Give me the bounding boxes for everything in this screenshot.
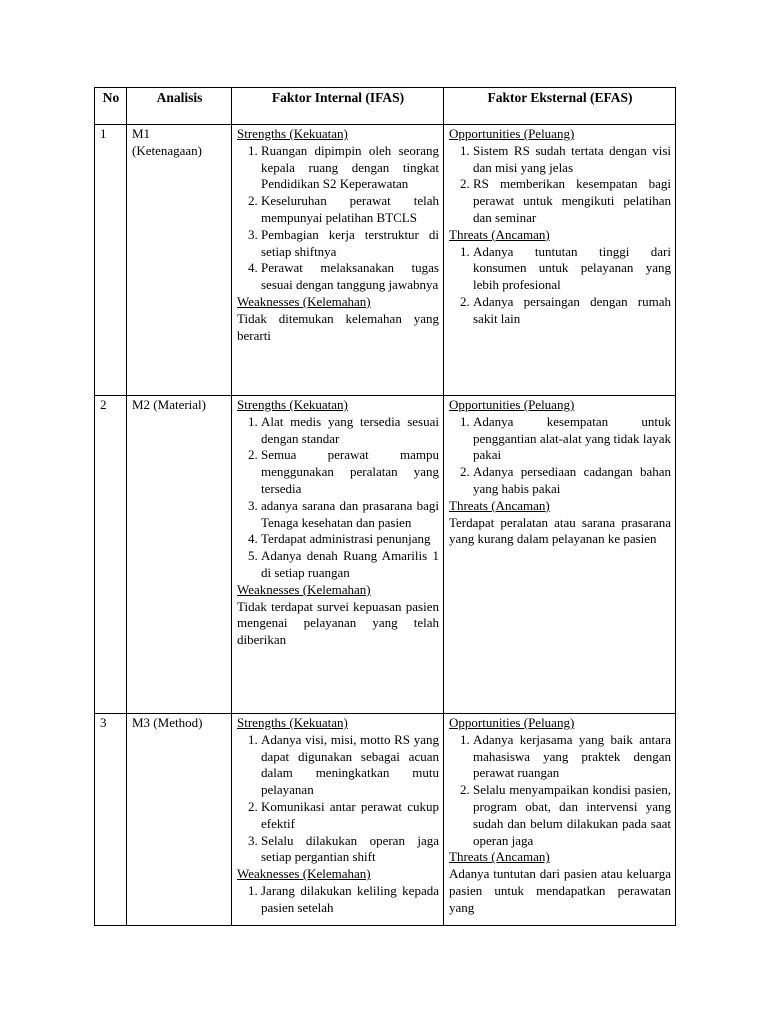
strengths-title: Strengths (Kekuatan) bbox=[237, 715, 348, 730]
strengths-list bbox=[237, 732, 439, 866]
analisis-label: M2 (Material) bbox=[132, 397, 207, 412]
list-item: 5. Adanya denah Ruang Amarilis 1 di setiap ruangan bbox=[261, 548, 439, 582]
list-item: 1. Jarang dilakukan keliling kepada pasien setelah bbox=[261, 883, 439, 917]
internal-cell bbox=[232, 125, 444, 396]
row-number: 1 bbox=[95, 125, 127, 396]
list-item: 1. Sistem RS sudah tertata dengan visi dan misi yang jelas bbox=[473, 143, 671, 177]
weaknesses-list bbox=[237, 883, 439, 917]
list-item: 4. Terdapat administrasi penunjang bbox=[261, 531, 439, 548]
list-item: 2. RS memberikan kesempatan bagi perawat untuk mengikuti pelatihan dan seminar bbox=[473, 176, 671, 226]
analisis-cell bbox=[127, 396, 232, 714]
analisis-cell bbox=[127, 125, 232, 396]
list-item: 1. Adanya kesempatan untuk penggantian alat-alat yang tidak layak pakai bbox=[473, 414, 671, 464]
weaknesses-text: Tidak ditemukan kelemahan yang berarti bbox=[237, 310, 439, 343]
swot-analysis-table bbox=[94, 87, 676, 926]
list-item: 1. Alat medis yang tersedia sesuai dengan standar bbox=[261, 414, 439, 448]
weaknesses-title: Weaknesses (Kelemahan) bbox=[237, 293, 371, 309]
threats-title: Threats (Ancaman) bbox=[449, 497, 550, 513]
weaknesses-title: Weaknesses (Kelemahan) bbox=[237, 866, 371, 882]
list-item: 1. Adanya kerjasama yang baik antara mahasiswa yang praktek dengan perawat ruangan bbox=[473, 732, 671, 782]
list-item: 2. Adanya persediaan cadangan bahan yang habis pakai bbox=[473, 464, 671, 498]
table-row bbox=[95, 396, 676, 714]
threats-title: Threats (Ancaman) bbox=[449, 849, 550, 865]
list-item: 3. adanya sarana dan prasarana bagi Tenaga kesehatan dan pasien bbox=[261, 498, 439, 532]
list-item: 2. Keseluruhan perawat telah mempunyai pelatihan BTCLS bbox=[261, 193, 439, 227]
external-cell bbox=[444, 396, 676, 714]
internal-cell bbox=[232, 714, 444, 926]
list-item: 3. Selalu dilakukan operan jaga setiap pergantian shift bbox=[261, 833, 439, 867]
list-item: 3. Pembagian kerja terstruktur di setiap shiftnya bbox=[261, 227, 439, 261]
header-internal: Faktor Internal (IFAS) bbox=[232, 88, 444, 125]
header-row bbox=[95, 88, 676, 125]
table-row bbox=[95, 714, 676, 926]
list-item: 1. Adanya visi, misi, motto RS yang dapat digunakan sebagai acuan dalam meningkatkan mutu pelayanan bbox=[261, 732, 439, 799]
analisis-label: M3 (Method) bbox=[132, 715, 203, 730]
opportunities-list bbox=[449, 414, 671, 498]
list-item: 2. Adanya persaingan dengan rumah sakit lain bbox=[473, 294, 671, 328]
strengths-title: Strengths (Kekuatan) bbox=[237, 126, 348, 141]
opportunities-title: Opportunities (Peluang) bbox=[449, 126, 575, 141]
strengths-list bbox=[237, 143, 439, 294]
row-number: 2 bbox=[95, 396, 127, 714]
row-number: 3 bbox=[95, 714, 127, 926]
threats-text: Adanya tuntutan dari pasien atau keluarga pasien untuk mendapatkan perawatan yang bbox=[449, 866, 671, 915]
opportunities-title: Opportunities (Peluang) bbox=[449, 715, 575, 730]
analisis-cell bbox=[127, 714, 232, 926]
strengths-title: Strengths (Kekuatan) bbox=[237, 397, 348, 412]
header-no: No bbox=[95, 88, 127, 125]
external-cell bbox=[444, 714, 676, 926]
threats-text: Terdapat peralatan atau sarana prasarana yang kurang dalam pelayanan ke pasien bbox=[449, 514, 671, 547]
header-eksternal: Faktor Eksternal (EFAS) bbox=[444, 88, 676, 125]
table-row bbox=[95, 125, 676, 396]
list-item: 4. Perawat melaksanakan tugas sesuai dengan tanggung jawabnya bbox=[261, 260, 439, 294]
threats-title: Threats (Ancaman) bbox=[449, 226, 550, 242]
analisis-sublabel: (Ketenagaan) bbox=[132, 142, 203, 158]
internal-cell bbox=[232, 396, 444, 714]
threats-list bbox=[449, 244, 671, 328]
list-item: 1. Adanya tuntutan tinggi dari konsumen untuk pelayanan yang lebih profesional bbox=[473, 244, 671, 294]
external-cell bbox=[444, 125, 676, 396]
list-item: 2. Semua perawat mampu menggunakan peralatan yang tersedia bbox=[261, 447, 439, 497]
opportunities-title: Opportunities (Peluang) bbox=[449, 397, 575, 412]
weaknesses-text: Tidak terdapat survei kepuasan pasien mengenai pelayanan yang telah diberikan bbox=[237, 598, 439, 648]
header-analisis: Analisis bbox=[127, 88, 232, 125]
list-item: 1. Ruangan dipimpin oleh seorang kepala ruang dengan tingkat Pendidikan S2 Keperawatan bbox=[261, 143, 439, 193]
opportunities-list bbox=[449, 732, 671, 850]
list-item: 2. Selalu menyampaikan kondisi pasien, program obat, dan intervensi yang sudah dan belum dilakukan pada saat operan jaga bbox=[473, 782, 671, 849]
list-item: 2. Komunikasi antar perawat cukup efektif bbox=[261, 799, 439, 833]
strengths-list bbox=[237, 414, 439, 582]
weaknesses-title: Weaknesses (Kelemahan) bbox=[237, 581, 371, 597]
opportunities-list bbox=[449, 143, 671, 227]
analisis-label: M1 bbox=[132, 126, 151, 141]
